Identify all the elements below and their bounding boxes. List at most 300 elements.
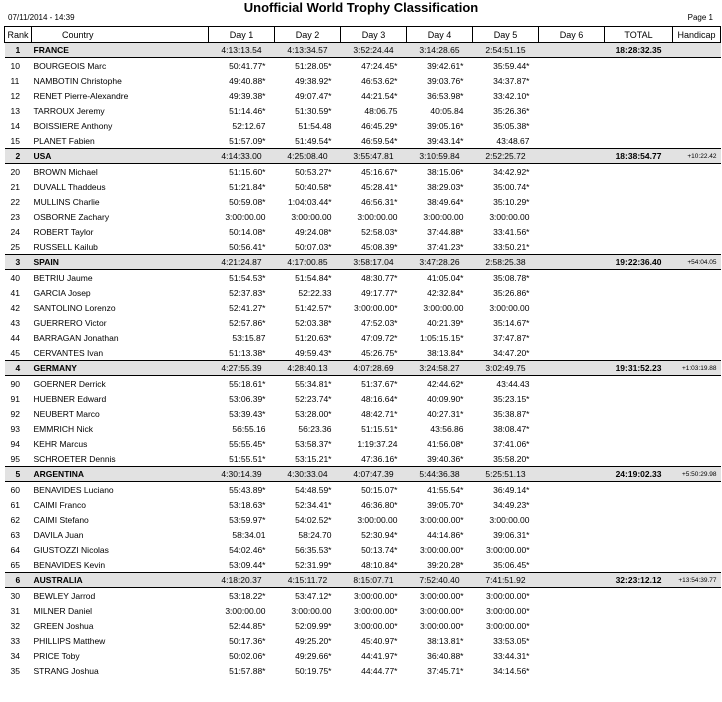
rider-row	[5, 224, 721, 239]
rider-day-time: 35:00.74*	[493, 181, 530, 192]
rider-day-time	[539, 527, 605, 542]
rider-day-time: 38:13.84*	[427, 347, 464, 358]
rider-day-time: 53:15.87	[232, 332, 266, 343]
rider-day-time: 49:25.20*	[295, 635, 332, 646]
rider-handicap-empty	[673, 618, 721, 633]
rider-total-empty	[605, 376, 673, 392]
team-rank: 5	[5, 467, 32, 482]
rider-day-time: 47:09.72*	[361, 332, 398, 343]
rider-day-time: 35:59.44*	[493, 60, 530, 71]
rider-day-time: 45:08.39*	[361, 241, 398, 252]
rider-number: 23	[10, 211, 20, 222]
rider-day-time: 53:15.21*	[295, 453, 332, 464]
rider-day-time	[539, 588, 605, 604]
team-name: AUSTRALIA	[32, 573, 209, 588]
rider-day-time: 3:00:00.00*	[354, 620, 398, 631]
rider-total-empty	[605, 603, 673, 618]
rider-day-time: 51:15.60*	[229, 166, 266, 177]
team-day-time: 3:55:47.81	[341, 149, 407, 164]
rider-day-time: 39:40.36*	[427, 453, 464, 464]
rider-day-time: 43:48.67	[496, 135, 530, 146]
rider-number: 60	[10, 484, 20, 495]
rider-number: 40	[10, 272, 20, 283]
rider-number: 15	[10, 135, 20, 146]
rider-name: ROBERT Taylor	[33, 226, 94, 237]
rider-day-time: 34:47.20*	[493, 347, 530, 358]
rider-name: PHILLIPS Matthew	[33, 635, 106, 646]
rider-day-time: 49:24.08*	[295, 226, 332, 237]
rider-day-time: 52:58.03*	[361, 226, 398, 237]
rider-name: KEHR Marcus	[33, 438, 88, 449]
rider-handicap-empty	[673, 391, 721, 406]
rider-name: GARCIA Josep	[33, 287, 91, 298]
rider-day-time: 35:14.67*	[493, 317, 530, 328]
rider-day-time: 55:34.81*	[295, 378, 332, 389]
rider-handicap-empty	[673, 164, 721, 180]
rider-day-time: 50:13.74*	[361, 544, 398, 555]
rider-day-time: 51:42.57*	[295, 302, 332, 313]
rider-day-time: 3:00:00.00*	[420, 620, 464, 631]
rider-number: 21	[10, 181, 20, 192]
rider-row	[5, 376, 721, 392]
rider-row	[5, 391, 721, 406]
rider-day-time	[539, 270, 605, 286]
rider-handicap-empty	[673, 633, 721, 648]
rider-day-time: 35:10.29*	[493, 196, 530, 207]
rider-day-time	[539, 603, 605, 618]
rider-day-time: 50:41.77*	[229, 60, 266, 71]
rider-name: TARROUX Jeremy	[33, 105, 105, 116]
team-handicap: +10:22.42	[673, 149, 721, 164]
rider-day-time: 52:09.99*	[295, 620, 332, 631]
rider-total-empty	[605, 164, 673, 180]
rider-day-time: 3:00:00.00*	[354, 590, 398, 601]
rider-row	[5, 270, 721, 286]
rider-total-empty	[605, 58, 673, 74]
rider-day-time: 45:16.67*	[361, 166, 398, 177]
rider-day-time: 37:41.06*	[493, 438, 530, 449]
rider-day-time	[539, 194, 605, 209]
rider-handicap-empty	[673, 239, 721, 255]
team-day-time: 4:25:08.40	[275, 149, 341, 164]
rider-name: EMMRICH Nick	[33, 423, 93, 434]
team-day-time	[539, 43, 605, 58]
rider-row	[5, 421, 721, 436]
rider-day-time: 39:03.76*	[427, 75, 464, 86]
rider-name: CAIMI Franco	[33, 499, 86, 510]
rider-number: 90	[10, 378, 20, 389]
rider-total-empty	[605, 224, 673, 239]
team-name: USA	[32, 149, 209, 164]
rider-day-time: 53:09.44*	[229, 559, 266, 570]
rider-name: MILNER Daniel	[33, 605, 93, 616]
rider-day-time: 3:00:00.00*	[486, 605, 530, 616]
rider-day-time: 51:57.09*	[229, 135, 266, 146]
rider-day-time: 46:36.80*	[361, 499, 398, 510]
rider-number: 35	[10, 665, 20, 676]
rider-row	[5, 239, 721, 255]
rider-name: RUSSELL Kailub	[33, 241, 98, 252]
rider-day-time: 52:44.85*	[229, 620, 266, 631]
rider-name: HUEBNER Edward	[33, 393, 107, 404]
rider-handicap-empty	[673, 663, 721, 678]
rider-day-time	[539, 224, 605, 239]
team-day-time	[539, 149, 605, 164]
rider-day-time: 36:53.98*	[427, 90, 464, 101]
rider-day-time: 58:24.70	[298, 529, 332, 540]
rider-total-empty	[605, 542, 673, 557]
rider-day-time: 35:23.15*	[493, 393, 530, 404]
rider-total-empty	[605, 179, 673, 194]
team-day-time: 4:07:47.39	[341, 467, 407, 482]
rider-row	[5, 300, 721, 315]
rider-day-time: 51:20.63*	[295, 332, 332, 343]
team-handicap	[673, 43, 721, 58]
rider-name: BOURGEOIS Marc	[33, 60, 107, 71]
rider-day-time: 45:40.97*	[361, 635, 398, 646]
rider-day-time: 3:00:00.00*	[420, 514, 464, 525]
rider-day-time: 51:57.88*	[229, 665, 266, 676]
team-row	[5, 149, 721, 164]
rider-day-time: 50:02.06*	[229, 650, 266, 661]
col-header-day5: Day 5	[473, 27, 539, 43]
rider-handicap-empty	[673, 300, 721, 315]
rider-row	[5, 73, 721, 88]
rider-day-time: 33:41.56*	[493, 226, 530, 237]
rider-row	[5, 451, 721, 467]
rider-day-time: 51:37.67*	[361, 378, 398, 389]
team-day-time: 7:52:40.40	[407, 573, 473, 588]
rider-day-time	[539, 648, 605, 663]
rider-number: 31	[10, 605, 20, 616]
rider-day-time: 48:16.64*	[361, 393, 398, 404]
rider-number: 11	[10, 75, 20, 86]
rider-row	[5, 633, 721, 648]
rider-name: DAVILA Juan	[33, 529, 84, 540]
rider-number: 33	[10, 635, 20, 646]
rider-total-empty	[605, 209, 673, 224]
rider-day-time: 55:18.61*	[229, 378, 266, 389]
team-day-time	[539, 573, 605, 588]
col-header-day4: Day 4	[407, 27, 473, 43]
rider-day-time: 41:05.04*	[427, 272, 464, 283]
rider-number: 91	[10, 393, 20, 404]
rider-day-time	[539, 542, 605, 557]
rider-number: 93	[10, 423, 20, 434]
rider-day-time: 50:59.08*	[229, 196, 266, 207]
rider-day-time: 53:39.43*	[229, 408, 266, 419]
rider-handicap-empty	[673, 209, 721, 224]
rider-day-time: 44:44.77*	[361, 665, 398, 676]
rider-total-empty	[605, 421, 673, 436]
rider-day-time: 54:48.59*	[295, 484, 332, 495]
rider-handicap-empty	[673, 497, 721, 512]
rider-handicap-empty	[673, 88, 721, 103]
rider-number: 12	[10, 90, 20, 101]
rider-total-empty	[605, 239, 673, 255]
rider-handicap-empty	[673, 603, 721, 618]
rider-day-time: 41:55.54*	[427, 484, 464, 495]
rider-day-time: 3:00:00.00*	[486, 590, 530, 601]
team-day-time: 7:41:51.92	[473, 573, 539, 588]
rider-day-time: 53:59.97*	[229, 514, 266, 525]
team-total: 18:38:54.77	[605, 149, 673, 164]
col-header-country: Country	[32, 27, 209, 43]
rider-name: BENAVIDES Luciano	[33, 484, 114, 495]
team-row	[5, 255, 721, 270]
rider-day-time: 51:54.53*	[229, 272, 266, 283]
rider-day-time: 3:00:00.00*	[420, 590, 464, 601]
rider-day-time: 40:09.90*	[427, 393, 464, 404]
rider-day-time: 49:07.47*	[295, 90, 332, 101]
rider-day-time: 3:00:00.00	[489, 514, 530, 525]
rider-handicap-empty	[673, 406, 721, 421]
rider-day-time: 56:55.16	[232, 423, 266, 434]
team-handicap: +1:03:19.88	[673, 361, 721, 376]
rider-day-time	[539, 391, 605, 406]
rider-day-time: 34:14.56*	[493, 665, 530, 676]
rider-day-time: 45:28.41*	[361, 181, 398, 192]
rider-row	[5, 194, 721, 209]
rider-day-time: 35:38.87*	[493, 408, 530, 419]
rider-number: 10	[10, 60, 20, 71]
rider-handicap-empty	[673, 224, 721, 239]
team-day-time: 4:18:20.37	[209, 573, 275, 588]
rider-day-time: 3:00:00.00	[357, 514, 398, 525]
rider-day-time: 36:40.88*	[427, 650, 464, 661]
rider-number: 43	[10, 317, 20, 328]
team-day-time: 4:21:24.87	[209, 255, 275, 270]
rider-day-time: 34:49.23*	[493, 499, 530, 510]
rider-total-empty	[605, 482, 673, 498]
rider-day-time: 53:06.39*	[229, 393, 266, 404]
rider-day-time: 3:00:00.00*	[354, 302, 398, 313]
rider-handicap-empty	[673, 315, 721, 330]
rider-day-time: 35:08.78*	[493, 272, 530, 283]
rider-day-time: 44:14.86*	[427, 529, 464, 540]
rider-day-time: 3:00:00.00	[423, 302, 464, 313]
rider-day-time: 38:13.81*	[427, 635, 464, 646]
rider-total-empty	[605, 300, 673, 315]
rider-day-time: 42:32.84*	[427, 287, 464, 298]
rider-day-time: 50:15.07*	[361, 484, 398, 495]
team-day-time: 2:54:51.15	[473, 43, 539, 58]
rider-handicap-empty	[673, 648, 721, 663]
team-day-time: 3:58:17.04	[341, 255, 407, 270]
rider-day-time: 3:00:00.00*	[420, 544, 464, 555]
rider-day-time: 56:35.53*	[295, 544, 332, 555]
rider-day-time	[539, 436, 605, 451]
rider-handicap-empty	[673, 285, 721, 300]
team-handicap: +5:50:29.98	[673, 467, 721, 482]
rider-row	[5, 209, 721, 224]
col-header-handicap: Handicap	[673, 27, 721, 43]
rider-day-time: 47:36.16*	[361, 453, 398, 464]
rider-day-time: 38:15.06*	[427, 166, 464, 177]
rider-day-time	[539, 633, 605, 648]
rider-name: CAIMI Stefano	[33, 514, 89, 525]
rider-day-time: 3:00:00.00*	[354, 605, 398, 616]
rider-day-time	[539, 406, 605, 421]
rider-number: 22	[10, 196, 20, 207]
rider-total-empty	[605, 663, 673, 678]
rider-day-time	[539, 88, 605, 103]
rider-number: 20	[10, 166, 20, 177]
team-day-time: 4:27:55.39	[209, 361, 275, 376]
rider-day-time: 49:59.43*	[295, 347, 332, 358]
team-day-time	[539, 467, 605, 482]
rider-day-time: 33:50.21*	[493, 241, 530, 252]
rider-total-empty	[605, 527, 673, 542]
rider-name: BOISSIERE Anthony	[33, 120, 113, 131]
rider-number: 44	[10, 332, 20, 343]
rider-day-time: 40:05.84	[430, 105, 464, 116]
rider-day-time: 53:18.22*	[229, 590, 266, 601]
rider-day-time: 53:58.37*	[295, 438, 332, 449]
team-day-time: 4:30:14.39	[209, 467, 275, 482]
rider-day-time: 39:05.70*	[427, 499, 464, 510]
rider-day-time: 1:04:03.44*	[288, 196, 332, 207]
rider-day-time	[539, 103, 605, 118]
table-header-row	[5, 27, 721, 43]
rider-total-empty	[605, 391, 673, 406]
rider-day-time	[539, 451, 605, 467]
rider-day-time: 46:59.54*	[361, 135, 398, 146]
rider-day-time: 39:20.28*	[427, 559, 464, 570]
team-name: ARGENTINA	[32, 467, 209, 482]
rider-number: 92	[10, 408, 20, 419]
rider-row	[5, 345, 721, 361]
rider-day-time: 3:00:00.00	[423, 211, 464, 222]
rider-day-time	[539, 497, 605, 512]
rider-handicap-empty	[673, 73, 721, 88]
rider-total-empty	[605, 451, 673, 467]
rider-total-empty	[605, 436, 673, 451]
team-handicap: +13:54:39.77	[673, 573, 721, 588]
rider-total-empty	[605, 315, 673, 330]
rider-day-time: 51:13.38*	[229, 347, 266, 358]
team-day-time: 4:15:11.72	[275, 573, 341, 588]
rider-day-time	[539, 209, 605, 224]
rider-handicap-empty	[673, 451, 721, 467]
rider-day-time: 3:00:00.00*	[486, 620, 530, 631]
rider-day-time	[539, 58, 605, 74]
rider-row	[5, 512, 721, 527]
rider-row	[5, 648, 721, 663]
rider-number: 63	[10, 529, 20, 540]
team-day-time: 4:14:33.00	[209, 149, 275, 164]
rider-row	[5, 179, 721, 194]
rider-day-time: 3:00:00.00	[225, 211, 266, 222]
rider-total-empty	[605, 73, 673, 88]
rider-total-empty	[605, 588, 673, 604]
rider-day-time: 33:44.31*	[493, 650, 530, 661]
table-body	[5, 43, 721, 679]
rider-day-time: 37:45.71*	[427, 665, 464, 676]
rider-number: 61	[10, 499, 20, 510]
rider-day-time: 56:23.36	[298, 423, 332, 434]
rider-total-empty	[605, 118, 673, 133]
rider-day-time: 36:49.14*	[493, 484, 530, 495]
rider-day-time: 45:26.75*	[361, 347, 398, 358]
rider-name: NAMBOTIN Christophe	[33, 75, 122, 86]
rider-day-time: 52:03.38*	[295, 317, 332, 328]
rider-total-empty	[605, 633, 673, 648]
team-day-time	[539, 361, 605, 376]
team-handicap: +54:04.05	[673, 255, 721, 270]
rider-row	[5, 618, 721, 633]
team-day-time: 4:17:00.85	[275, 255, 341, 270]
rider-row	[5, 406, 721, 421]
rider-day-time	[539, 557, 605, 573]
rider-day-time: 33:42.10*	[493, 90, 530, 101]
rider-day-time: 39:05.16*	[427, 120, 464, 131]
rider-day-time: 34:37.87*	[493, 75, 530, 86]
team-day-time: 2:58:25.38	[473, 255, 539, 270]
rider-day-time: 40:27.31*	[427, 408, 464, 419]
rider-day-time	[539, 512, 605, 527]
team-day-time: 3:02:49.75	[473, 361, 539, 376]
rider-day-time: 44:21.54*	[361, 90, 398, 101]
rider-number: 95	[10, 453, 20, 464]
rider-row	[5, 482, 721, 498]
rider-day-time: 52:41.27*	[229, 302, 266, 313]
col-header-day2: Day 2	[275, 27, 341, 43]
rider-name: GOERNER Derrick	[33, 378, 106, 389]
rider-name: GUERRERO Victor	[33, 317, 107, 328]
rider-day-time: 51:28.05*	[295, 60, 332, 71]
rider-day-time: 3:00:00.00	[489, 211, 530, 222]
rider-day-time	[539, 73, 605, 88]
team-rank: 4	[5, 361, 32, 376]
rider-name: GIUSTOZZI Nicolas	[33, 544, 109, 555]
rider-day-time: 38:08.47*	[493, 423, 530, 434]
rider-total-empty	[605, 557, 673, 573]
rider-number: 14	[10, 120, 20, 131]
rider-day-time: 50:17.36*	[229, 635, 266, 646]
rider-handicap-empty	[673, 542, 721, 557]
rider-handicap-empty	[673, 345, 721, 361]
team-total: 18:28:32.35	[605, 43, 673, 58]
rider-number: 42	[10, 302, 20, 313]
rider-row	[5, 285, 721, 300]
rider-day-time: 42:44.62*	[427, 378, 464, 389]
rider-handicap-empty	[673, 421, 721, 436]
rider-number: 32	[10, 620, 20, 631]
rider-total-empty	[605, 285, 673, 300]
rider-day-time: 51:55.51*	[229, 453, 266, 464]
rider-row	[5, 588, 721, 604]
rider-handicap-empty	[673, 588, 721, 604]
rider-day-time: 49:40.88*	[229, 75, 266, 86]
rider-total-empty	[605, 345, 673, 361]
rider-day-time	[539, 164, 605, 180]
rider-day-time: 46:56.31*	[361, 196, 398, 207]
rider-day-time	[539, 330, 605, 345]
rider-handicap-empty	[673, 527, 721, 542]
rider-day-time: 55:43.89*	[229, 484, 266, 495]
rider-name: BROWN Michael	[33, 166, 98, 177]
rider-number: 34	[10, 650, 20, 661]
rider-handicap-empty	[673, 557, 721, 573]
rider-day-time: 46:45.29*	[361, 120, 398, 131]
rider-row	[5, 663, 721, 678]
rider-day-time: 51:54.84*	[295, 272, 332, 283]
col-header-day6: Day 6	[539, 27, 605, 43]
team-total: 19:31:52.23	[605, 361, 673, 376]
rider-day-time: 3:00:00.00*	[420, 605, 464, 616]
rider-handicap-empty	[673, 179, 721, 194]
